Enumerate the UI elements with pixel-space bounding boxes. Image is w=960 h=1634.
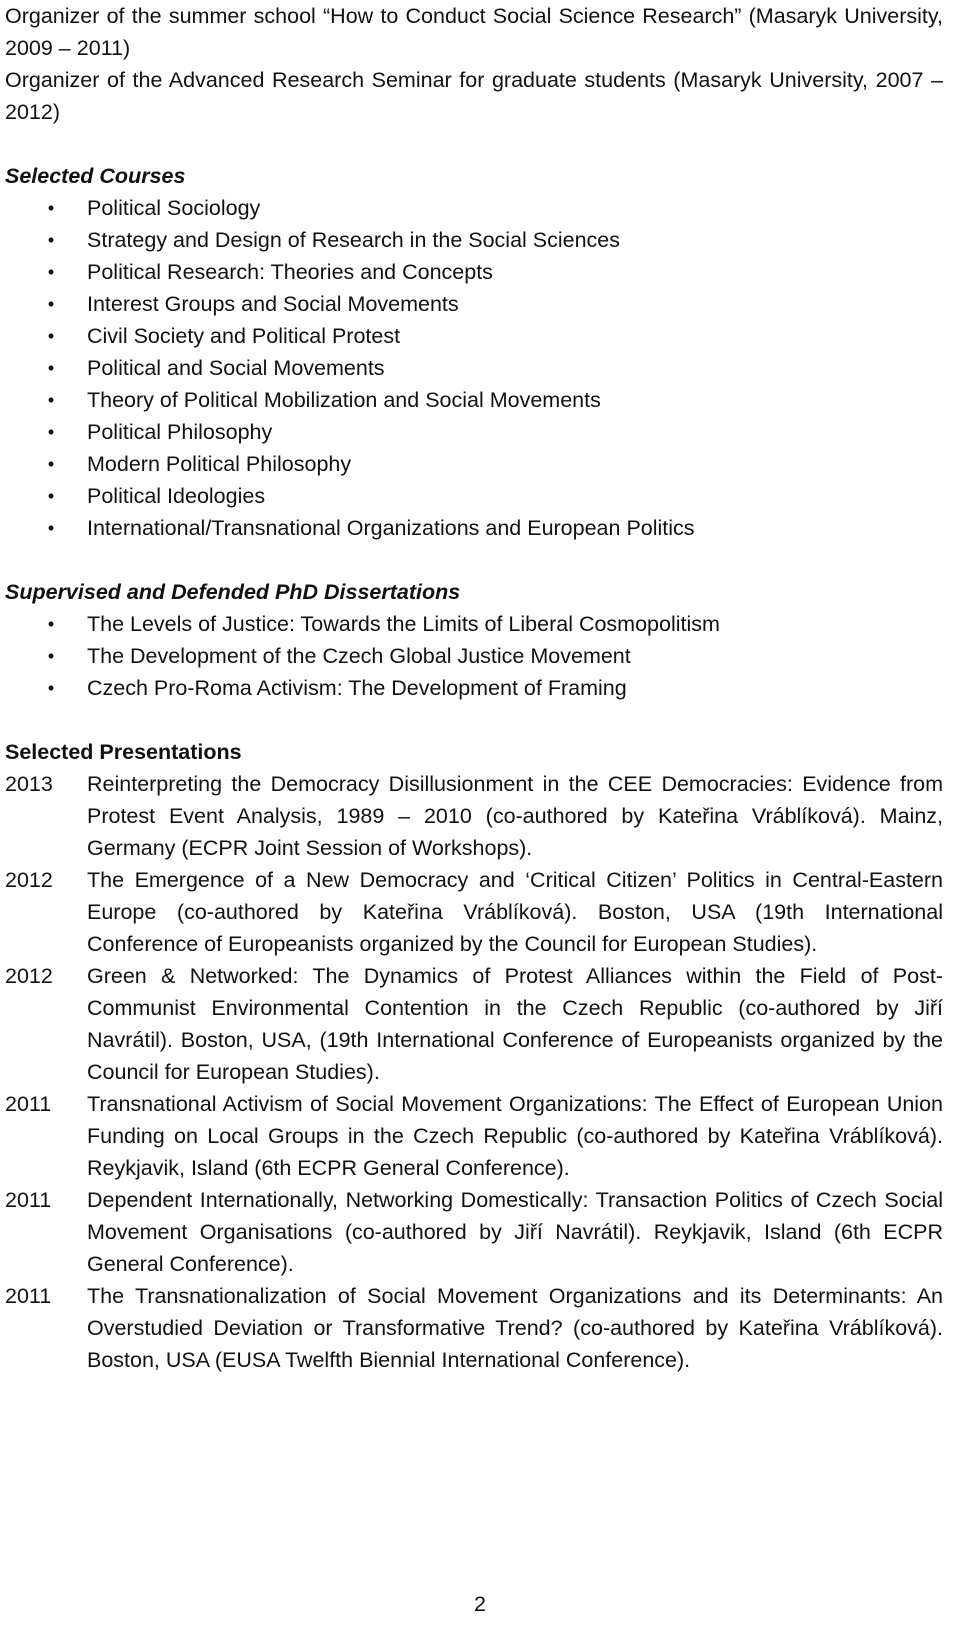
bullet-icon: • [47,230,55,250]
presentation-entry [5,1280,955,1376]
list-item: • Political Ideologies [5,480,955,512]
list-item: • Civil Society and Political Protest [5,320,955,352]
bullet-icon: • [47,646,55,666]
bullet-icon: • [47,486,55,506]
spacer [5,544,955,576]
presentation-text: The Transnationalization of Social Movement Organizations and its Determinants: An Overstudied Deviation or Transformative Trend? (co-authored by Kateřina Vráblíková). Boston, USA (EUSA Twelfth Biennial International Conference). [87,1284,943,1372]
courses-list [5,192,955,544]
presentation-entry [5,1088,955,1184]
bullet-icon: • [47,326,55,346]
dissertations-heading: Supervised and Defended PhD Dissertations [5,580,461,604]
list-item: • Political Philosophy [5,416,955,448]
bullet-icon: • [47,358,55,378]
list-item: • International/Transnational Organizations and European Politics [5,512,955,544]
spacer [5,704,955,736]
bullet-icon: • [47,390,55,410]
presentation-text: Dependent Internationally, Networking Domestically: Transaction Politics of Czech Social Movement Organisations (co-authored by Jiří Navrátil). Reykjavik, Island (6th ECPR General Conference). [87,1188,943,1276]
presentation-year: 2011 [5,1092,52,1116]
bullet-icon: • [47,198,55,218]
list-item: • Czech Pro-Roma Activism: The Development of Framing [5,672,955,704]
presentation-entry [5,768,955,864]
presentation-entry [5,864,955,960]
presentation-entry [5,960,955,1088]
organizer-research-seminar: Organizer of the Advanced Research Seminar for graduate students (Masaryk University, 2007 – 2012) [5,68,943,124]
presentation-year: 2011 [5,1284,52,1308]
list-item: • The Development of the Czech Global Justice Movement [5,640,955,672]
bullet-icon: • [47,422,55,442]
list-item: • Modern Political Philosophy [5,448,955,480]
presentation-text: The Emergence of a New Democracy and ‘Critical Citizen’ Politics in Central-Eastern Europe (co-authored by Kateřina Vráblíková). Boston, USA (19th International Conference of Europeanists organized by the Council for European Studies). [87,868,943,956]
page-number: 2 [474,1592,486,1616]
bullet-icon: • [47,614,55,634]
list-item: • Theory of Political Mobilization and Social Movements [5,384,955,416]
list-item: • Interest Groups and Social Movements [5,288,955,320]
presentation-entry [5,1184,955,1280]
list-item: • Political Research: Theories and Concepts [5,256,955,288]
presentation-year: 2012 [5,964,53,988]
presentation-year: 2011 [5,1188,52,1212]
bullet-icon: • [47,454,55,474]
bullet-icon: • [47,294,55,314]
presentation-year: 2013 [5,772,53,796]
list-item: • Political Sociology [5,192,955,224]
organizer-summer-school: Organizer of the summer school “How to Conduct Social Science Research” (Masaryk University, 2009 – 2011) [5,4,943,60]
document-page [5,0,955,1376]
list-item: • Strategy and Design of Research in the Social Sciences [5,224,955,256]
presentation-text: Transnational Activism of Social Movement Organizations: The Effect of European Union Funding on Local Groups in the Czech Republic (co-authored by Kateřina Vráblíková). Reykjavik, Island (6th ECPR General Conference). [87,1092,943,1180]
dissertations-list [5,608,955,704]
presentations-heading: Selected Presentations [5,740,242,764]
list-item: • Political and Social Movements [5,352,955,384]
list-item: • The Levels of Justice: Towards the Limits of Liberal Cosmopolitism [5,608,955,640]
presentation-text: Green & Networked: The Dynamics of Protest Alliances within the Field of Post-Communist Environmental Contention in the Czech Republic (co-authored by Jiří Navrátil). Boston, USA, (19th International Conference of Europeanists organized by the Council for European Studies). [87,964,943,1084]
presentation-year: 2012 [5,868,53,892]
spacer [5,128,955,160]
presentation-text: Reinterpreting the Democracy Disillusionment in the CEE Democracies: Evidence from Protest Event Analysis, 1989 – 2010 (co-authored by Kateřina Vráblíková). Mainz, Germany (ECPR Joint Session of Workshops). [87,772,943,860]
bullet-icon: • [47,262,55,282]
bullet-icon: • [47,678,55,698]
selected-courses-heading: Selected Courses [5,164,186,188]
bullet-icon: • [47,518,55,538]
